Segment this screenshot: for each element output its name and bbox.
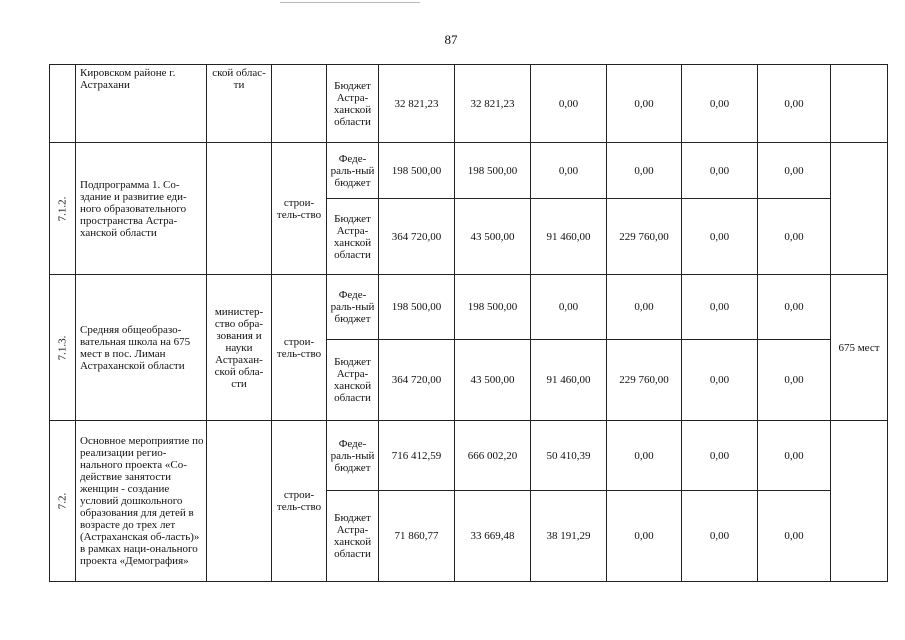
- value-cell: 0,00: [607, 143, 682, 199]
- kind-cell: строи-тель-ство: [272, 421, 327, 582]
- event-name-cell: Основное мероприятие по реализации регио-нального проекта «Со-действие занятости женщин - создание условий дошкольного образования для детей в возрасте до трех лет (Астраханская об-ласть)» в рамках наци-онального проекта «Демография»: [76, 421, 207, 582]
- event-name-cell: Средняя общеобразо-вательная школа на 675 мест в пос. Лиман Астраханской области: [76, 275, 207, 421]
- value-cell: 198 500,00: [455, 275, 531, 340]
- kind-cell: [272, 65, 327, 143]
- value-cell: 38 191,29: [531, 491, 607, 582]
- value-cell: 0,00: [682, 143, 758, 199]
- value-cell: 364 720,00: [379, 340, 455, 421]
- budget-source-cell: Феде-раль-ный бюджет: [327, 421, 379, 491]
- value-cell: 0,00: [682, 199, 758, 275]
- value-cell: 229 760,00: [607, 340, 682, 421]
- row-number-cell: 7.1.2.: [50, 143, 76, 275]
- table-row: [50, 275, 888, 340]
- top-rule: [280, 2, 420, 3]
- value-cell: 0,00: [531, 143, 607, 199]
- result-cell: [831, 143, 888, 275]
- budget-source-cell: Бюджет Астра-ханской области: [327, 491, 379, 582]
- value-cell: 0,00: [758, 199, 831, 275]
- budget-source-cell: Феде-раль-ный бюджет: [327, 143, 379, 199]
- executor-cell: [207, 143, 272, 275]
- result-cell: [831, 65, 888, 143]
- event-name-cell: Подпрограмма 1. Со-здание и развитие еди-ного образовательного пространства Астра-ханской области: [76, 143, 207, 275]
- value-cell: 0,00: [682, 275, 758, 340]
- row-number-cell: 7.2.: [50, 421, 76, 582]
- value-cell: 0,00: [607, 275, 682, 340]
- value-cell: 0,00: [758, 421, 831, 491]
- value-cell: 0,00: [682, 340, 758, 421]
- value-cell: 0,00: [682, 65, 758, 143]
- executor-cell: министер-ство обра-зования и науки Астрахан-ской обла-сти: [207, 275, 272, 421]
- value-cell: 0,00: [758, 340, 831, 421]
- result-cell: [831, 421, 888, 582]
- budget-source-cell: Бюджет Астра-ханской области: [327, 65, 379, 143]
- value-cell: 33 669,48: [455, 491, 531, 582]
- value-cell: 0,00: [531, 65, 607, 143]
- budget-source-cell: Феде-раль-ный бюджет: [327, 275, 379, 340]
- row-number-cell: [50, 65, 76, 143]
- value-cell: 0,00: [682, 491, 758, 582]
- value-cell: 666 002,20: [455, 421, 531, 491]
- budget-source-cell: Бюджет Астра-ханской области: [327, 340, 379, 421]
- executor-cell: ской облас-ти: [207, 65, 272, 143]
- value-cell: 91 460,00: [531, 340, 607, 421]
- event-name-cell: Кировском районе г. Астрахани: [76, 65, 207, 143]
- value-cell: 43 500,00: [455, 199, 531, 275]
- value-cell: 364 720,00: [379, 199, 455, 275]
- value-cell: 0,00: [531, 275, 607, 340]
- table-row: [50, 143, 888, 199]
- value-cell: 0,00: [758, 275, 831, 340]
- value-cell: 198 500,00: [379, 143, 455, 199]
- value-cell: 50 410,39: [531, 421, 607, 491]
- budget-table: [49, 64, 888, 582]
- value-cell: 0,00: [758, 491, 831, 582]
- kind-cell: строи-тель-ство: [272, 143, 327, 275]
- value-cell: 0,00: [607, 421, 682, 491]
- result-cell: 675 мест: [831, 275, 888, 421]
- value-cell: 198 500,00: [379, 275, 455, 340]
- budget-source-cell: Бюджет Астра-ханской области: [327, 199, 379, 275]
- page-number: 87: [444, 32, 458, 47]
- table-row: [50, 421, 888, 491]
- table-row: [50, 65, 888, 143]
- value-cell: 716 412,59: [379, 421, 455, 491]
- value-cell: 91 460,00: [531, 199, 607, 275]
- executor-cell: [207, 421, 272, 582]
- value-cell: 43 500,00: [455, 340, 531, 421]
- value-cell: 0,00: [682, 421, 758, 491]
- value-cell: 198 500,00: [455, 143, 531, 199]
- value-cell: 71 860,77: [379, 491, 455, 582]
- value-cell: 0,00: [758, 143, 831, 199]
- value-cell: 0,00: [758, 65, 831, 143]
- value-cell: 32 821,23: [379, 65, 455, 143]
- row-number-cell: 7.1.3.: [50, 275, 76, 421]
- value-cell: 229 760,00: [607, 199, 682, 275]
- value-cell: 32 821,23: [455, 65, 531, 143]
- value-cell: 0,00: [607, 65, 682, 143]
- kind-cell: строи-тель-ство: [272, 275, 327, 421]
- value-cell: 0,00: [607, 491, 682, 582]
